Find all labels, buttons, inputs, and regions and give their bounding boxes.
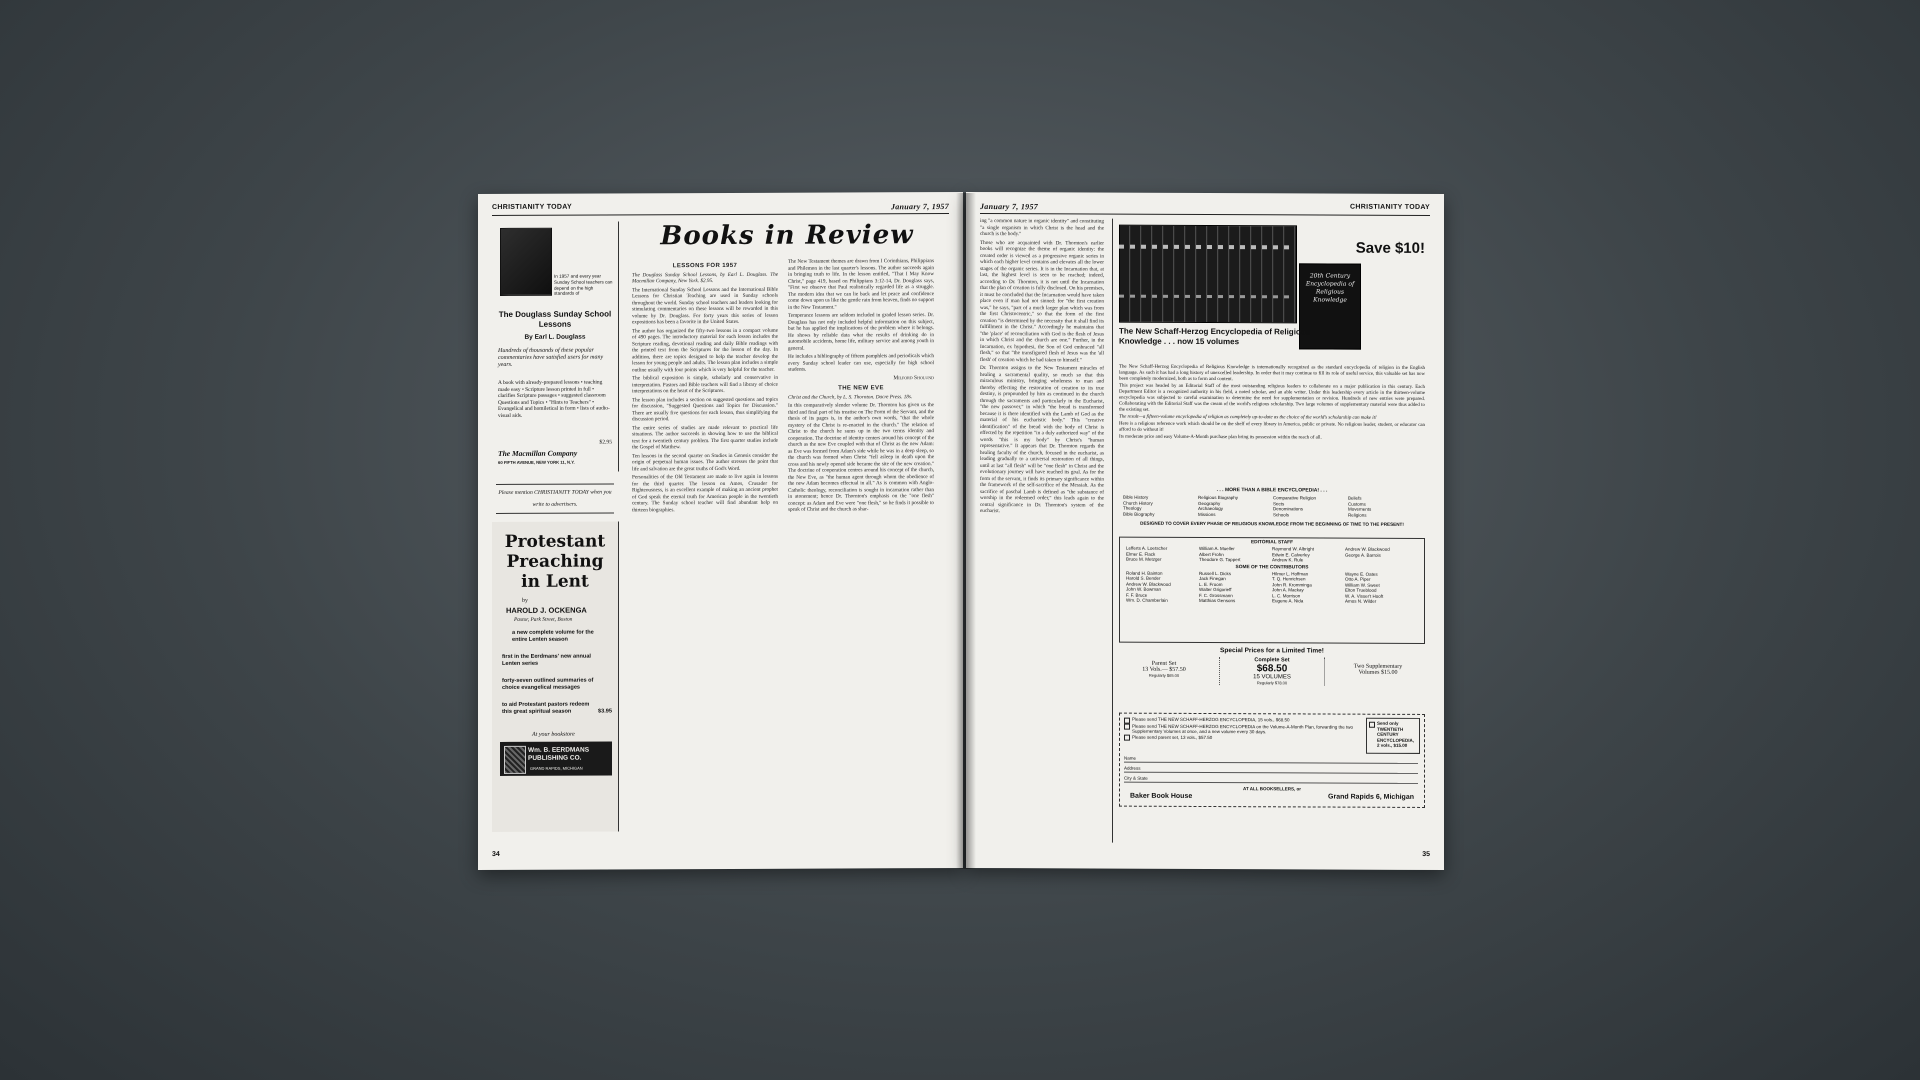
mention-note: Please mention CHRISTIANITY TODAY when you write to advertisers. (496, 483, 614, 514)
schaff-p5: Its moderate price and easy Volume-A-Month purchase plan bring its possession within the reach of all. (1119, 434, 1322, 441)
editor-name: William A. Mueller (1199, 545, 1235, 552)
protestant-author-note: Pastor, Park Street, Boston (514, 616, 573, 623)
issue-date-right: January 7, 1957 (980, 202, 1039, 212)
douglass-author: By Earl L. Douglass (524, 333, 586, 341)
checkbox-icon[interactable] (1369, 721, 1375, 727)
contributor-name: Wm. D. Chamberlain (1126, 597, 1168, 603)
schaff-p1: The New Schaff-Herzog Encyclopedia of Religious Knowledge is internationally recognized as the standard encyclopedia of religion in the English language. As such it has had a long history of unexcelled leadership. In order that it may continue to fill its role of useful service, this valuable set has now been completely modernized, both as to form and content. (1119, 364, 1425, 383)
schaff-p4: Here is a religious reference work which should be on the shelf of every library in America, public or private. No religious leader, student, or educator can afford to do without it! (1119, 421, 1425, 433)
contributor-name: John R. Kromminga (1272, 581, 1312, 587)
topics-list (1123, 495, 1423, 518)
review-2-citation: Christ and the Church, by L. S. Thornton. Dacre Press. 18s. (788, 393, 913, 401)
complete-set-price: $68.50 (1256, 663, 1288, 675)
contributor-name: L. C. Morrison (1272, 592, 1301, 598)
publication-name-right: CHRISTIANITY TODAY (1350, 203, 1430, 211)
review-1-p1: The International Sunday School Lessons and the International Bible Lessons for Christian Teaching are used in Sunday schools throughout the world. Sunday school teachers and leaders looking for stimulating commentaries on these lessons will be rewarded in this volume by Dr. Douglass. For forty years this series of lesson expositions has been a favorite in the United States. (632, 286, 778, 326)
protestant-title-2: Preaching (506, 551, 604, 572)
magazine-spread (478, 193, 1444, 869)
form-city-field[interactable] (1124, 776, 1418, 784)
review-1-p2: The author has organized the fifty-two lessons in a compact volume of 490 pages. The introductory material for each lesson includes the Scripture reading, devotional reading and daily Bible readings with the printed text from the Scriptures for the lesson of the day. In addition, there are topics designed to help the teacher develop the lesson for young people and adults. The lesson plan includes a simple outline usually with four points which is very helpful for the teacher. (632, 327, 778, 373)
douglass-body: A book with already-prepared lessons • teaching made easy • Scripture lesson printed in full • clarifies Scripture passages • suggested classroom Questions and Topics • "Hints to Teachers" • Evangelical and homiletical in form • lists of audio-visual aids. (498, 379, 610, 419)
running-head-right (980, 202, 1430, 216)
parent-set-regular: Regularly $65.00 (1148, 672, 1180, 678)
review-1-p6: Ten lessons in the second quarter on Studies in Genesis consider the origin of perpetual human issues. The author stresses the point that life and salvation are the great truths of God's Word. (632, 452, 778, 472)
topic-item: Archaeology (1198, 505, 1224, 512)
editor-name: George A. Barrois (1345, 552, 1381, 558)
form-address-field[interactable] (1124, 766, 1418, 774)
contributor-name: F. C. Grossmann (1199, 592, 1233, 598)
topic-item: Schools (1273, 511, 1290, 517)
prices-row (1119, 657, 1425, 708)
review-1-p9: Temperance lessons are seldom included in graded lesson series. Dr. Douglass has not only included helpful information on this subject, but he has applied the implications of the problem where it belongs. He shows by reliable data what the results of drinking do in automobile accidents, home life, military service and among youth in general. (788, 312, 934, 352)
parent-set-block (1119, 661, 1209, 678)
ad-douglass (492, 221, 619, 472)
contributor-name: W. A. Visser't Hooft (1345, 593, 1384, 599)
folio-left: 34 (492, 850, 500, 858)
editor-name: Theodore G. Tappert (1199, 556, 1241, 563)
contributor-name: L. E. Froom (1199, 581, 1223, 587)
review-2-cont-p2: Those who are acquainted with Dr. Thornton's earlier books will recognize the theme of organic identity: the created order is viewed as a progressive organic series in which each higher level contains and elevates all the lower stages of the organic series. It is in the Incarnation that, at last, the highest level is seen to be reached; indeed, according to Dr. Thornton, it is not until the Incarnation that the plan of creation is fully disclosed. On his premises, it must be concluded that the Incarnation would have taken place even if man had not sinned: for "the first creation was," he says, "part of a much larger plan which was from the first Christocentric," so that the form of the first creation "is determined by the necessity that it shall find its fulfillment in the Christ." Accordingly he maintains that "the 'place' of reconciliation with God is the flesh of Jesus in which Christ and the church are one." Further, in the Incarnation, ex hypothesi, the Son of God embraced "all flesh," so that "the transfigured flesh of Jesus was the 'all flesh' of creation which he had taken to himself." (980, 239, 1104, 363)
checkbox-icon[interactable] (1124, 735, 1130, 741)
protestant-by: by (522, 597, 528, 604)
topic-item: Geography (1198, 500, 1221, 506)
order-option-4-label: Send only TWENTIETH CENTURY ENCYCLOPEDIA, 2 vols., $15.00 (1377, 720, 1415, 748)
contributor-name: T. Q. Henrichsen (1272, 576, 1306, 582)
topic-item: Denominations (1273, 506, 1304, 512)
supplementary-block (1331, 664, 1425, 676)
schaff-p3: The result—a fifteen-volume encyclopedia of religion as completely up-to-date as the choice of the world's scholarship can make it! (1119, 414, 1377, 421)
review-2-continued (980, 218, 1104, 517)
ad-protestant-preaching (492, 521, 619, 832)
editor-name: Bruce M. Metzger (1126, 556, 1162, 562)
editor-name: Andrew W. Blackwood (1345, 546, 1390, 552)
left-page (478, 192, 963, 870)
contributor-name: Jack Finegan (1199, 575, 1226, 582)
running-head-left (492, 202, 949, 216)
douglass-address: 60 FIFTH AVENUE, NEW YORK 11, N.Y. (498, 459, 575, 465)
schaff-body (1119, 365, 1425, 442)
contributor-name: John W. Bowman (1126, 586, 1162, 592)
contributor-name: Hilmer L. Hoffman (1272, 570, 1309, 576)
topic-item: Church History (1123, 500, 1153, 506)
topic-item: Religious Biography (1198, 494, 1239, 501)
parent-set-label: Parent Set (1151, 660, 1177, 667)
review-1-signature: Milford Sholund (893, 374, 934, 381)
topic-item: Religions (1348, 512, 1367, 518)
contributor-name: Amos N. Wilder (1345, 598, 1377, 604)
topic-item: Customs (1348, 501, 1366, 507)
protestant-line-4: to aid Protestant pastors redeem this great spiritual season (502, 701, 590, 715)
review-1-p3: The biblical exposition is simple, scholarly and conservative in interpretation. Pastors and Bible teachers will find a library of choice interpretations on the heart of the Scriptures. (632, 374, 778, 395)
protestant-title-1: Protestant (504, 531, 606, 552)
order-options (1124, 717, 1358, 742)
publication-name: CHRISTIANITY TODAY (492, 203, 572, 211)
complete-set-volumes: 15 VOLUMES (1253, 674, 1291, 681)
special-prices-heading: Special Prices for a Limited Time! (1220, 647, 1324, 655)
review-1-heading: LESSONS FOR 1957 (672, 262, 738, 270)
twentieth-century-book-title: 20th Century Encyclopedia of Religious Knowledge (1305, 272, 1355, 304)
schaff-p2: This project was headed by an Editorial Staff of the most outstanding religious leaders to collaborate on a major publication in this century. Each Department Editor is a recognized authority in his field, a noted scholar, and an able writer. Under this leadership every article in the thirteen-volume encyclopedia was subjected to careful examination to determine the need for supplementation or revision. Hundreds of new entries were prepared. Collaborating with the Editorial Staff was the cream of the world's religious scholarship. Two large volumes of supplementary material were thus added to the existing set. (1119, 383, 1425, 413)
baker-publisher: Baker Book House (1130, 792, 1193, 800)
editor-name: Lefferts A. Loetscher (1126, 545, 1168, 551)
complete-set-label: Complete Set (1254, 657, 1290, 664)
review-1-p4: The lesson plan includes a section on suggested questions and topics for discussion, "Suggested Questions and Topics for Discussion." There are usually five questions for each lesson, thus simplifying the discussion period. (632, 396, 778, 423)
douglass-book-cover (500, 228, 552, 296)
encyclopedia-shelf-band (1119, 245, 1295, 250)
douglass-tagline: Hundreds of thousands of these popular commentaries have satisfied users for many years. (498, 347, 604, 368)
order-option-2-label: Please send THE NEW SCHAFF-HERZOG ENCYCLOPEDIA on the Volume-A-Month Plan, forwarding the two Supplementary Volumes at once, and a new volume every 30 days. (1132, 723, 1353, 735)
checkbox-icon[interactable] (1124, 717, 1130, 723)
contributor-name: Roland H. Bainton (1126, 570, 1163, 576)
order-option-4[interactable] (1366, 718, 1420, 754)
topic-item: Sects (1273, 500, 1285, 506)
folio-right: 35 (1422, 850, 1430, 858)
review-1-p8: The New Testament themes are drawn from I Corinthians, Philippians and Philemon in the last quarter's lessons. The author succeeds again in bringing truth to life. In the lesson entitled, "That I May Know Christ," page 419, based on Philippians 3:12-14, Dr. Douglass says, "First we observe that Paul realistically regarded life as a struggle. The modern idea that we can lie back and let peace and confidence come down upon us like the gentle rain from heaven, finds no support in the New Testament." (788, 258, 934, 311)
schaff-title: The New Schaff-Herzog Encyclopedia of Religious Knowledge . . . now 15 volumes (1119, 326, 1311, 347)
contributors-list (1120, 569, 1424, 605)
form-name-label: Name (1124, 755, 1137, 761)
save-headline: Save $10! (1355, 239, 1425, 257)
contributor-name: Andrew W. Blackwood (1126, 581, 1171, 587)
eerdmans-publisher: Wm. B. EERDMANS PUBLISHING CO. (528, 746, 590, 762)
protestant-author: HAROLD J. OCKENGA (506, 605, 587, 615)
supplementary-price: Volumes $15.00 (1358, 669, 1398, 676)
contributor-name: Russell L. Dicks (1199, 570, 1232, 576)
review-2-heading: THE NEW EVE (838, 385, 884, 392)
review-1-p7: Personalities of the Old Testament are made to live again in lessons for the third quarter. The lesson on Amos, Crusader for Righteousness, is an excellent example of making an ancient prophet of God speak the eternal truth for American people in the twentieth century. The Sunday school teacher will find abundant help on thirteen biographies. (632, 473, 778, 513)
order-coupon (1119, 713, 1425, 808)
contributor-name: Eugene A. Nida (1272, 598, 1304, 604)
douglass-publisher: The Macmillan Company (498, 448, 578, 458)
form-name-field[interactable] (1124, 756, 1418, 764)
all-booksellers: AT ALL BOOKSELLERS, or (1243, 786, 1301, 792)
contributor-name: Wayne E. Oates (1345, 571, 1378, 577)
eerdmans-city: GRAND RAPIDS, MICHIGAN (530, 765, 583, 771)
encyclopedia-set-image (1119, 225, 1295, 322)
contributor-name: Elton Trueblood (1345, 587, 1377, 593)
review-1-citation: The Douglass Sunday School Lessons, by Earl L. Douglass. The Macmillan Company, New York. $2.95. (632, 271, 778, 285)
topic-item: Bible Biography (1123, 511, 1155, 517)
designed-tagline: DESIGNED TO COVER EVERY PHASE OF RELIGIOUS KNOWLEDGE FROM THE BEGINNING OF TIME TO THE PRESENT! (1140, 520, 1404, 527)
order-option-1-label: Please send THE NEW SCHAFF-HERZOG ENCYCLOPEDIA, 15 vols., $68.50 (1132, 716, 1290, 723)
topic-item: Theology (1123, 505, 1142, 511)
issue-date: January 7, 1957 (890, 202, 949, 212)
order-option-3-label: Please send parent set, 13 vols., $57.50 (1132, 734, 1213, 740)
topic-item: Comparative Religion (1273, 495, 1317, 501)
baker-city: Grand Rapids 6, Michigan (1328, 793, 1414, 801)
complete-set-block (1219, 657, 1325, 685)
contributor-name: William W. Sweet (1345, 582, 1380, 588)
editor-name: Albert Frohn (1199, 551, 1224, 557)
order-option-3[interactable] (1124, 734, 1358, 742)
staff-box (1119, 537, 1425, 644)
review-1-p10: He includes a bibliography of fifteen pamphlets and periodicals which every Sunday school leader can use, especially for high school students. (788, 353, 934, 373)
contributor-name: F. F. Bruce (1126, 592, 1148, 598)
spine-gutter (956, 193, 976, 869)
editor-name: Raymond W. Albright (1272, 546, 1315, 552)
topic-item: Beliefs (1348, 495, 1362, 501)
section-title: Books in Review (660, 220, 914, 252)
eerdmans-logo-box (500, 741, 612, 775)
protestant-title-3: in Lent (521, 571, 589, 592)
editor-name: Andrew K. Rule (1272, 557, 1304, 563)
review-column-2 (788, 258, 934, 515)
review-2-p1: In this comparatively slender volume Dr. Thornton has given us the third and final part of his treatise on The Form of the Servant, and the thesis of its pages is, in the author's own words, "that the whole mystery of the Christ is re-enacted in the church." The relation of Christ to the church he sums up in the two terms identity and cooperation. The doctrine of identity centers around his concept of the church as the new Eve coupled with that of Christ as the new Adam: as Eve was formed from Adam's side while he was in a deep sleep, so the church was formed when Christ "fell asleep in death upon the cross and his newly opened side became the site of the new creation." The doctrine of cooperation centres around his concept of the church, the New Eve, as "the human agent through whom the obedience of the new Adam becomes effectual in all." As is common with Anglo-Catholic theology, reconciliation is sought in incarnation rather than in atonement; hence Dr. Thornton's emphasis on the "one flesh" concept: as Adam and Eve were "one flesh," so he finds it possible to speak of Christ and the church as shar- (788, 402, 934, 513)
topic-item: Movements (1348, 506, 1372, 512)
contributor-name: Otto A. Piper (1345, 576, 1371, 582)
more-than-heading: . . . MORE THAN A BIBLE ENCYCLOPEDIA! . . . (1216, 487, 1328, 494)
form-address-label: Address (1124, 765, 1141, 771)
contributors-label: SOME OF THE CONTRIBUTORS (1235, 564, 1309, 570)
encyclopedia-shelf (1119, 225, 1297, 324)
contributor-name: John A. Mackay (1272, 587, 1304, 593)
topic-item: Bible History (1123, 494, 1149, 500)
douglass-intro: In 1957 and every year Sunday School teachers can depend on the high standards of (554, 273, 613, 297)
review-2-cont-p3: Dr. Thornton assigns to the New Testament miracles of healing a sacramental quality, so much so that this miraculous ministry, bringing wholeness to man and thereby effecting the restoration of creation to its true destiny, is propounded by him as continued in the church through the sacraments and particularly in the Eucharist, "the new passover," in which "the bread is transformed because it is there identified with the Lamb of God as the material of his eucharistic body." This "creative identification" of the bread with the body of Christ is effected by the repetition "in a duly authorized way" of the words "this is my body" by Christ's "human representative." It appears that Dr. Thornton regards the healing faculty of the church, focused in the eucharist, as leading gradually to a universal restoration of all things, until at last "all flesh" will be "one flesh" in Christ and the evolutionary journey will have reached its goal. As for the form of the servant, it finds its primary significance within the framework of the self-sacrifice of the Messiah. As the sacrifice of paschal Lamb is defined as "the substance of worship in the redeemed order," this leads again to the central significance in Dr. Thornton's system of the eucharist. (980, 365, 1104, 515)
right-page (966, 192, 1444, 870)
editorial-staff-label: EDITORIAL STAFF (1250, 540, 1294, 546)
topic-item: Missions (1198, 511, 1216, 517)
supplementary-label: Two Supplementary (1353, 663, 1403, 670)
complete-set-regular: Regularly $78.00 (1256, 680, 1288, 686)
contributor-name: Matthias Gensons (1199, 597, 1236, 604)
editor-name: Elmer E. Flack (1126, 551, 1156, 557)
parent-set-price: 13 Vols.— $57.50 (1142, 666, 1186, 673)
protestant-line-2: first in the Eerdmans' new annual Lenten series (502, 653, 591, 667)
review-2-cont-p1: ing "a common nature in organic identity" and constituting "a single organism in which Christ is the head and the church is the body." (980, 218, 1104, 238)
review-1-p5: The entire series of studies are made relevant to practical life situations. The author succeeds in showing how to use the biblical text for a twentieth century problem. The first quarter studies include the Gospel of Matthew. (632, 424, 778, 451)
editor-name: Edwin E. Calverley (1272, 551, 1310, 557)
form-city-label: City & State (1124, 775, 1148, 781)
editors-list (1120, 545, 1424, 565)
douglass-price: $2.95 (599, 439, 612, 446)
protestant-line-3: forty-seven outlined summaries of choice evangelical messages (502, 677, 594, 691)
contributor-name: Walter Grigorieff (1199, 586, 1232, 593)
protestant-price: $3.95 (598, 708, 612, 715)
protestant-bookstore: At your bookstore (532, 731, 575, 738)
eerdmans-logo-icon (504, 746, 526, 774)
contributor-name: Harold S. Bender (1126, 575, 1161, 581)
protestant-line-1: a new complete volume for the entire Lenten season (512, 629, 594, 643)
ad-schaff-herzog (1112, 219, 1431, 844)
checkbox-icon[interactable] (1124, 724, 1130, 730)
douglass-book-title: The Douglass Sunday School Lessons (498, 309, 612, 329)
review-column-1 (632, 259, 778, 516)
